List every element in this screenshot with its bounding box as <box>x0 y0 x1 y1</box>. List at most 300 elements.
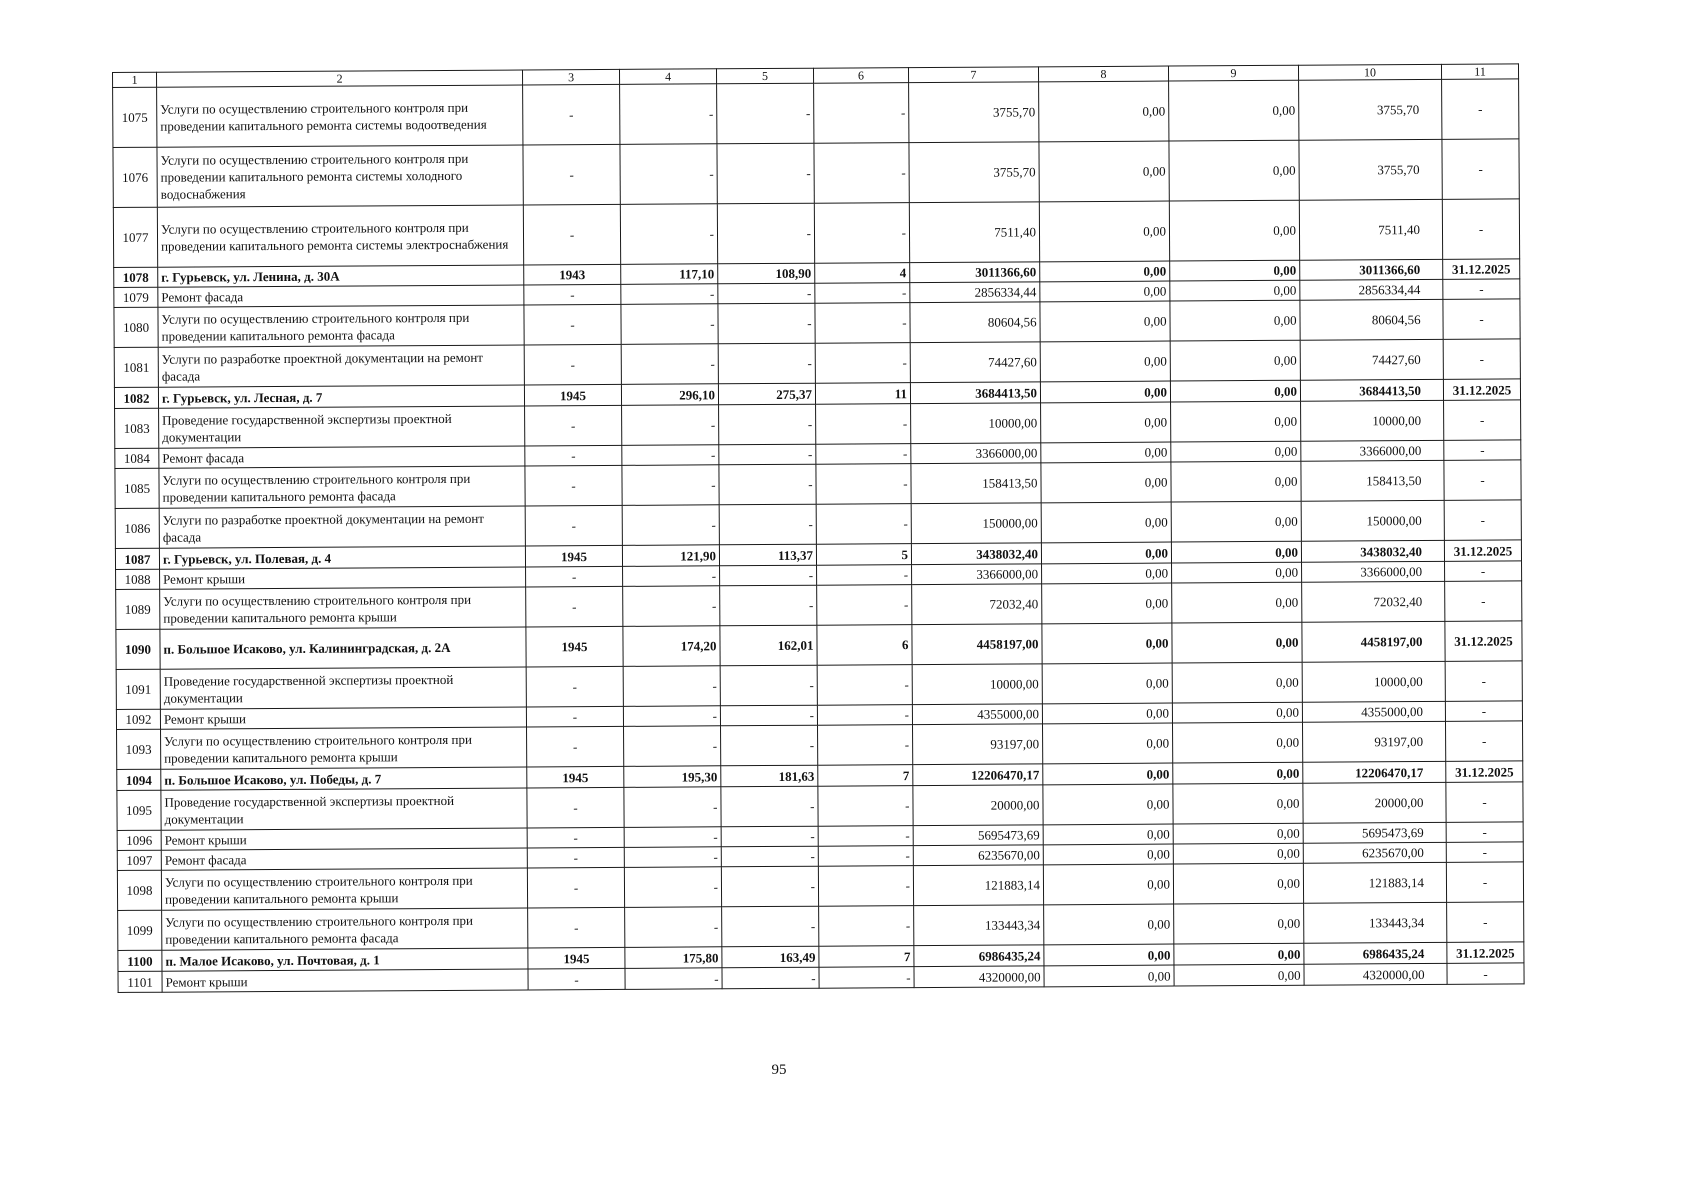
row-number-cell: 1096 <box>117 830 161 850</box>
work-description-cell: Услуги по осуществлению строительного контроля при проведении капитального ремонта крыши <box>160 587 526 629</box>
total-cost-cell: 12206470,17 <box>913 764 1043 786</box>
area-living-cell: - <box>718 283 815 304</box>
regional-funds-cell: 0,00 <box>1171 441 1301 462</box>
federal-funds-cell: 0,00 <box>1044 904 1174 945</box>
work-description-cell: п. Малое Исаково, ул. Почтовая, д. 1 <box>162 948 528 971</box>
area-total-cell: - <box>621 344 718 385</box>
total-cost-cell: 121883,14 <box>913 865 1043 906</box>
row-number-cell: 1098 <box>117 870 161 910</box>
residents-cell: - <box>818 826 913 847</box>
total-cost-cell: 3684413,50 <box>910 382 1040 404</box>
total-cost-cell: 93197,00 <box>913 724 1043 765</box>
owner-funds-cell: 4458197,00 <box>1302 621 1445 662</box>
area-living-cell: - <box>718 303 815 344</box>
area-total-cell: - <box>623 666 720 707</box>
year-cell: - <box>526 706 623 727</box>
owner-funds-cell: 5695473,69 <box>1303 822 1446 843</box>
residents-cell: - <box>817 705 912 726</box>
year-cell: 1945 <box>525 545 622 567</box>
area-total-cell: 195,30 <box>624 766 721 788</box>
area-total-cell: 296,10 <box>621 384 718 406</box>
area-total-cell: - <box>622 405 719 446</box>
residents-cell: - <box>815 343 910 384</box>
regional-funds-cell: 0,00 <box>1172 582 1302 623</box>
federal-funds-cell: 0,00 <box>1041 402 1171 443</box>
row-number-cell: 1085 <box>115 468 159 508</box>
residents-cell: - <box>819 967 914 989</box>
total-cost-cell: 80604,56 <box>910 302 1040 343</box>
work-description-cell: п. Большое Исаково, ул. Калининградская, д. 2А <box>160 627 526 669</box>
area-total-cell: 174,20 <box>623 626 720 667</box>
row-number-cell: 1089 <box>116 589 160 629</box>
federal-funds-cell: 0,00 <box>1040 301 1170 342</box>
year-cell: 1945 <box>527 766 624 788</box>
header-cell: 3 <box>522 69 619 85</box>
owner-funds-cell: 93197,00 <box>1302 721 1445 762</box>
federal-funds-cell: 0,00 <box>1042 663 1172 704</box>
deadline-cell: 31.12.2025 <box>1446 761 1523 782</box>
regional-funds-cell: 0,00 <box>1174 903 1304 944</box>
year-cell: - <box>526 566 623 587</box>
federal-funds-cell: 0,00 <box>1042 703 1172 724</box>
federal-funds-cell: 0,00 <box>1043 784 1173 825</box>
regional-funds-cell: 0,00 <box>1173 762 1303 784</box>
area-total-cell: - <box>625 907 722 948</box>
residents-cell: - <box>815 283 910 304</box>
area-total-cell: - <box>622 465 719 506</box>
year-cell: 1945 <box>526 626 623 667</box>
area-living-cell: 275,37 <box>718 383 815 405</box>
area-total-cell: - <box>622 505 719 546</box>
owner-funds-cell: 3366000,00 <box>1301 440 1444 461</box>
owner-funds-cell: 72032,40 <box>1302 581 1445 622</box>
row-number-cell: 1081 <box>114 347 158 387</box>
regional-funds-cell: 0,00 <box>1173 783 1303 824</box>
owner-funds-cell: 6235670,00 <box>1303 842 1446 863</box>
area-living-cell: 163,49 <box>722 946 819 968</box>
owner-funds-cell: 10000,00 <box>1302 661 1445 702</box>
year-cell: - <box>525 465 622 506</box>
regional-funds-cell: 0,00 <box>1172 622 1302 663</box>
regional-funds-cell: 0,00 <box>1174 964 1304 986</box>
federal-funds-cell: 0,00 <box>1043 864 1173 905</box>
federal-funds-cell: 0,00 <box>1040 281 1170 302</box>
regional-funds-cell: 0,00 <box>1170 380 1300 402</box>
year-cell: 1943 <box>524 264 621 285</box>
residents-cell: - <box>818 786 913 827</box>
year-cell: - <box>527 847 624 868</box>
residents-cell: - <box>816 504 911 545</box>
deadline-cell: - <box>1445 561 1522 581</box>
work-row <box>113 139 1519 208</box>
year-cell: 1945 <box>528 947 625 969</box>
area-total-cell: - <box>621 304 718 345</box>
work-description-cell: г. Гурьевск, ул. Полевая, д. 4 <box>159 546 525 569</box>
regional-funds-cell: 0,00 <box>1171 541 1301 563</box>
federal-funds-cell: 0,00 <box>1042 583 1172 624</box>
area-total-cell: - <box>623 586 720 627</box>
row-number-cell: 1092 <box>116 709 160 729</box>
residents-cell: - <box>819 906 914 947</box>
owner-funds-cell: 3755,70 <box>1299 139 1442 200</box>
regional-funds-cell: 0,00 <box>1172 662 1302 703</box>
year-cell: - <box>524 304 621 345</box>
area-total-cell: - <box>621 284 718 305</box>
total-cost-cell: 7511,40 <box>909 202 1039 263</box>
owner-funds-cell: 10000,00 <box>1301 400 1444 441</box>
federal-funds-cell: 0,00 <box>1041 502 1171 543</box>
work-description-cell: г. Гурьевск, ул. Лесная, д. 7 <box>158 385 524 408</box>
row-number-cell: 1093 <box>117 729 161 769</box>
total-cost-cell: 4320000,00 <box>914 966 1044 988</box>
work-description-cell: Услуги по разработке проектной документации на ремонт фасада <box>158 345 524 387</box>
year-cell: 1945 <box>524 384 621 406</box>
deadline-cell: - <box>1446 782 1523 822</box>
area-total-cell: - <box>623 566 720 587</box>
row-number-cell: 1078 <box>114 267 158 287</box>
deadline-cell: - <box>1445 581 1522 621</box>
total-cost-cell: 20000,00 <box>913 785 1043 826</box>
area-living-cell: - <box>720 565 817 586</box>
residents-cell: - <box>817 565 912 586</box>
owner-funds-cell: 3438032,40 <box>1301 540 1444 562</box>
total-cost-cell: 158413,50 <box>911 463 1041 504</box>
residents-cell: - <box>814 83 909 144</box>
year-cell: - <box>527 787 624 828</box>
row-number-cell: 1076 <box>113 147 157 207</box>
residents-cell: 4 <box>815 263 910 284</box>
area-living-cell: 162,01 <box>720 625 817 666</box>
residents-cell: - <box>816 464 911 505</box>
work-description-cell: Услуги по разработке проектной документации на ремонт фасада <box>159 506 525 548</box>
owner-funds-cell: 20000,00 <box>1303 782 1446 823</box>
work-description-cell: Услуги по осуществлению строительного контроля при проведении капитального ремонта фасада <box>158 305 524 347</box>
deadline-cell: - <box>1446 822 1523 842</box>
work-description-cell: г. Гурьевск, ул. Ленина, д. 30А <box>158 265 524 287</box>
total-cost-cell: 6986435,24 <box>914 945 1044 967</box>
work-description-cell: Проведение государственной экспертизы проектной документации <box>161 788 527 830</box>
area-living-cell: - <box>719 444 816 465</box>
row-number-cell: 1099 <box>118 910 162 950</box>
owner-funds-cell: 3011366,60 <box>1300 259 1443 280</box>
residents-cell: 11 <box>815 383 910 405</box>
area-living-cell: - <box>722 906 819 947</box>
federal-funds-cell: 0,00 <box>1042 563 1172 584</box>
area-living-cell: - <box>719 504 816 545</box>
regional-funds-cell: 0,00 <box>1173 843 1303 864</box>
regional-funds-cell: 0,00 <box>1171 401 1301 442</box>
header-cell: 8 <box>1038 66 1168 82</box>
page-number: 95 <box>771 1062 787 1078</box>
year-cell: - <box>525 445 622 466</box>
work-description-cell: Ремонт фасада <box>161 848 527 870</box>
header-cell: 11 <box>1441 64 1518 79</box>
regional-funds-cell: 0,00 <box>1173 863 1303 904</box>
work-description-cell: Проведение государственной экспертизы проектной документации <box>160 667 526 709</box>
owner-funds-cell: 158413,50 <box>1301 460 1444 501</box>
year-cell: - <box>528 907 625 948</box>
row-number-cell: 1097 <box>117 850 161 870</box>
area-total-cell: - <box>624 847 721 868</box>
area-total-cell: - <box>624 867 721 908</box>
header-cell: 5 <box>716 68 813 84</box>
area-living-cell: - <box>721 826 818 847</box>
row-number-cell: 1094 <box>117 769 161 790</box>
deadline-cell: - <box>1446 842 1523 862</box>
residents-cell: 5 <box>816 544 911 566</box>
deadline-cell: - <box>1444 400 1521 440</box>
area-living-cell: 108,90 <box>718 263 815 284</box>
residents-cell: - <box>814 203 909 264</box>
regional-funds-cell: 0,00 <box>1169 140 1299 201</box>
year-cell: - <box>524 284 621 305</box>
residents-cell: - <box>815 303 910 344</box>
total-cost-cell: 3755,70 <box>909 82 1039 143</box>
residents-cell: - <box>818 725 913 766</box>
residents-cell: - <box>817 585 912 626</box>
residents-cell: - <box>814 143 909 204</box>
residents-cell: - <box>818 866 913 907</box>
year-cell: - <box>523 84 620 145</box>
total-cost-cell: 74427,60 <box>910 342 1040 383</box>
deadline-cell: - <box>1445 721 1522 761</box>
federal-funds-cell: 0,00 <box>1039 141 1169 202</box>
area-living-cell: - <box>720 665 817 706</box>
regional-funds-cell: 0,00 <box>1169 80 1299 141</box>
area-living-cell: - <box>717 83 814 144</box>
residents-cell: - <box>817 665 912 706</box>
owner-funds-cell: 3755,70 <box>1299 79 1442 140</box>
deadline-cell: - <box>1443 299 1520 339</box>
regional-funds-cell: 0,00 <box>1172 702 1302 723</box>
regional-funds-cell: 0,00 <box>1171 461 1301 502</box>
total-cost-cell: 4458197,00 <box>912 624 1042 665</box>
work-description-cell: п. Большое Исаково, ул. Победы, д. 7 <box>161 767 527 790</box>
deadline-cell: 31.12.2025 <box>1443 259 1520 279</box>
total-cost-cell: 3755,70 <box>909 142 1039 203</box>
deadline-cell: 31.12.2025 <box>1444 540 1521 561</box>
header-cell: 7 <box>908 67 1038 83</box>
program-table <box>112 63 1525 993</box>
federal-funds-cell: 0,00 <box>1039 81 1169 142</box>
federal-funds-cell: 0,00 <box>1042 623 1172 664</box>
regional-funds-cell: 0,00 <box>1169 200 1299 261</box>
total-cost-cell: 2856334,44 <box>910 282 1040 303</box>
residents-cell: 6 <box>817 625 912 666</box>
total-cost-cell: 10000,00 <box>911 403 1041 444</box>
federal-funds-cell: 0,00 <box>1044 965 1174 987</box>
area-living-cell: 181,63 <box>721 765 818 787</box>
deadline-cell: - <box>1444 500 1521 540</box>
regional-funds-cell: 0,00 <box>1171 501 1301 542</box>
total-cost-cell: 3366000,00 <box>912 564 1042 585</box>
area-total-cell: - <box>625 968 722 990</box>
area-living-cell: - <box>720 585 817 626</box>
work-description-cell: Ремонт фасада <box>158 285 524 307</box>
deadline-cell: 31.12.2025 <box>1443 379 1520 400</box>
year-cell: - <box>525 505 622 546</box>
federal-funds-cell: 0,00 <box>1040 381 1170 403</box>
deadline-cell: - <box>1444 460 1521 500</box>
area-living-cell: - <box>721 725 818 766</box>
work-description-cell: Услуги по осуществлению строительного контроля при проведении капитального ремонта системы холодного водоснабжения <box>157 145 523 207</box>
work-description-cell: Проведение государственной экспертизы проектной документации <box>159 406 525 448</box>
row-number-cell: 1100 <box>118 950 162 971</box>
work-description-cell: Ремонт крыши <box>160 707 526 729</box>
area-total-cell: - <box>620 144 717 205</box>
header-cell: 4 <box>619 69 716 85</box>
owner-funds-cell: 4320000,00 <box>1304 963 1447 985</box>
work-description-cell: Услуги по осуществлению строительного контроля при проведении капитального ремонта фасада <box>162 908 528 950</box>
area-living-cell: - <box>719 404 816 445</box>
year-cell: - <box>523 144 620 205</box>
year-cell: - <box>528 968 625 990</box>
year-cell: - <box>527 827 624 848</box>
work-description-cell: Услуги по осуществлению строительного контроля при проведении капитального ремонта системы водоотведения <box>157 85 523 147</box>
residents-cell: - <box>818 846 913 867</box>
header-cell: 2 <box>157 70 523 87</box>
deadline-cell: - <box>1443 339 1520 379</box>
area-total-cell: 175,80 <box>625 947 722 969</box>
federal-funds-cell: 0,00 <box>1042 723 1172 764</box>
owner-funds-cell: 80604,56 <box>1300 299 1443 340</box>
owner-funds-cell: 6986435,24 <box>1304 942 1447 964</box>
deadline-cell: - <box>1442 139 1519 199</box>
row-number-cell: 1079 <box>114 287 158 307</box>
year-cell: - <box>525 405 622 446</box>
row-number-cell: 1077 <box>113 207 157 267</box>
work-description-cell: Услуги по осуществлению строительного контроля при проведении капитального ремонта системы электроснабжения <box>157 205 523 267</box>
deadline-cell: - <box>1446 862 1523 902</box>
row-number-cell: 1091 <box>116 669 160 709</box>
owner-funds-cell: 3684413,50 <box>1300 379 1443 401</box>
owner-funds-cell: 74427,60 <box>1300 339 1443 380</box>
work-description-cell: Ремонт фасада <box>159 446 525 468</box>
regional-funds-cell: 0,00 <box>1170 340 1300 381</box>
deadline-cell: 31.12.2025 <box>1447 942 1524 963</box>
owner-funds-cell: 7511,40 <box>1299 199 1442 260</box>
row-number-cell: 1082 <box>114 387 158 408</box>
area-living-cell: - <box>721 866 818 907</box>
work-description-cell: Услуги по осуществлению строительного контроля при проведении капитального ремонта фасада <box>159 466 525 508</box>
deadline-cell: - <box>1443 279 1520 299</box>
federal-funds-cell: 0,00 <box>1040 261 1170 282</box>
federal-funds-cell: 0,00 <box>1044 944 1174 966</box>
total-cost-cell: 3438032,40 <box>911 543 1041 565</box>
area-living-cell: - <box>718 343 815 384</box>
area-living-cell: - <box>717 143 814 204</box>
area-living-cell: 113,37 <box>719 544 816 566</box>
area-total-cell: 117,10 <box>621 264 718 285</box>
year-cell: - <box>524 344 621 385</box>
work-description-cell: Ремонт крыши <box>162 969 528 992</box>
row-number-cell: 1090 <box>116 629 160 669</box>
total-cost-cell: 5695473,69 <box>913 825 1043 846</box>
area-living-cell: - <box>721 846 818 867</box>
area-living-cell: - <box>722 967 819 989</box>
owner-funds-cell: 121883,14 <box>1303 862 1446 903</box>
deadline-cell: - <box>1445 661 1522 701</box>
row-number-cell: 1087 <box>115 548 159 569</box>
header-cell: 1 <box>113 72 157 87</box>
regional-funds-cell: 0,00 <box>1174 943 1304 965</box>
deadline-cell: - <box>1447 963 1524 984</box>
row-number-cell: 1101 <box>118 971 162 992</box>
regional-funds-cell: 0,00 <box>1170 260 1300 281</box>
total-cost-cell: 10000,00 <box>912 664 1042 705</box>
work-description-cell: Услуги по осуществлению строительного контроля при проведении капитального ремонта крыши <box>161 868 527 910</box>
year-cell: - <box>526 666 623 707</box>
area-total-cell: - <box>624 726 721 767</box>
work-description-cell: Ремонт крыши <box>160 567 526 589</box>
regional-funds-cell: 0,00 <box>1172 722 1302 763</box>
total-cost-cell: 133443,34 <box>914 905 1044 946</box>
work-row <box>113 79 1519 148</box>
deadline-cell: - <box>1444 440 1521 460</box>
year-cell: - <box>527 867 624 908</box>
header-cell: 9 <box>1168 65 1298 81</box>
residents-cell: 7 <box>819 946 914 968</box>
federal-funds-cell: 0,00 <box>1043 824 1173 845</box>
regional-funds-cell: 0,00 <box>1170 300 1300 341</box>
regional-funds-cell: 0,00 <box>1170 280 1300 301</box>
owner-funds-cell: 4355000,00 <box>1302 701 1445 722</box>
deadline-cell: 31.12.2025 <box>1445 621 1522 661</box>
regional-funds-cell: 0,00 <box>1172 562 1302 583</box>
area-total-cell: - <box>620 204 717 265</box>
row-number-cell: 1095 <box>117 790 161 830</box>
work-row <box>113 199 1519 268</box>
deadline-cell: - <box>1442 79 1519 139</box>
area-total-cell: 121,90 <box>622 545 719 567</box>
regional-funds-cell: 0,00 <box>1173 823 1303 844</box>
federal-funds-cell: 0,00 <box>1041 542 1171 564</box>
area-total-cell: - <box>623 706 720 727</box>
deadline-cell: - <box>1442 199 1519 259</box>
year-cell: - <box>523 204 620 265</box>
area-living-cell: - <box>719 464 816 505</box>
header-cell: 10 <box>1298 64 1441 80</box>
total-cost-cell: 4355000,00 <box>912 704 1042 725</box>
residents-cell: 7 <box>818 765 913 787</box>
header-cell: 6 <box>813 68 908 84</box>
area-living-cell: - <box>721 786 818 827</box>
federal-funds-cell: 0,00 <box>1043 844 1173 865</box>
total-cost-cell: 3011366,60 <box>910 262 1040 283</box>
total-cost-cell: 6235670,00 <box>913 845 1043 866</box>
row-number-cell: 1080 <box>114 307 158 347</box>
residents-cell: - <box>816 444 911 465</box>
deadline-cell: - <box>1447 902 1524 942</box>
owner-funds-cell: 133443,34 <box>1304 902 1447 943</box>
federal-funds-cell: 0,00 <box>1039 201 1169 262</box>
total-cost-cell: 150000,00 <box>911 503 1041 544</box>
owner-funds-cell: 150000,00 <box>1301 500 1444 541</box>
federal-funds-cell: 0,00 <box>1043 763 1173 785</box>
row-number-cell: 1083 <box>115 408 159 448</box>
area-living-cell: - <box>717 203 814 264</box>
owner-funds-cell: 2856334,44 <box>1300 279 1443 300</box>
area-total-cell: - <box>620 84 717 145</box>
deadline-cell: - <box>1445 701 1522 721</box>
row-number-cell: 1075 <box>113 87 157 147</box>
row-number-cell: 1088 <box>116 569 160 589</box>
area-total-cell: - <box>622 445 719 466</box>
work-description-cell: Ремонт крыши <box>161 828 527 850</box>
area-total-cell: - <box>624 827 721 848</box>
table-body <box>113 64 1525 993</box>
year-cell: - <box>527 726 624 767</box>
